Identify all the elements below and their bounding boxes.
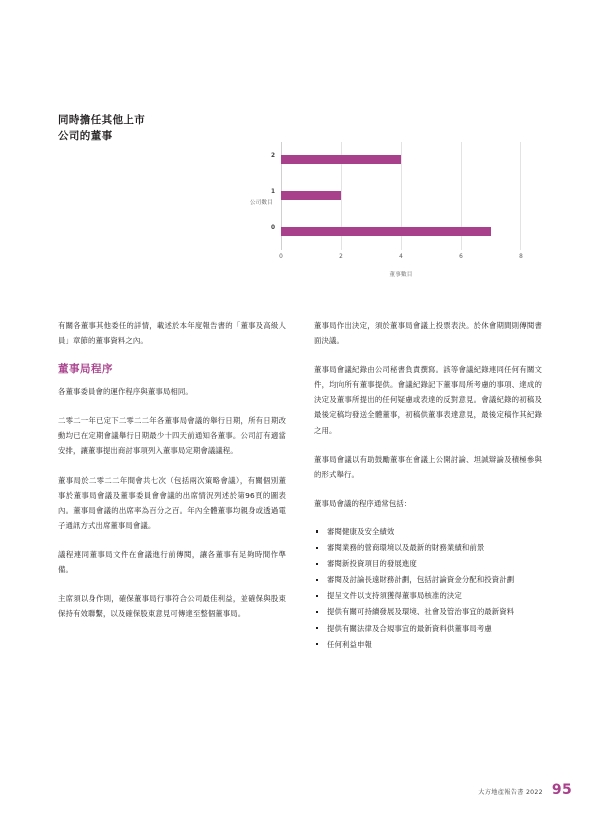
paragraph: 二零二一年已定下二零二二年各董事局會議的舉行日期，所有日期改動均已在定期會議舉行日期最少十四天前通知各董事。公司訂有適當安排，讓董事提出商討事項列入董事局定期會議議程。 xyxy=(58,416,286,456)
chart-x-tick: 0 xyxy=(279,254,283,260)
chart-x-tick: 2 xyxy=(339,254,343,260)
list-item: 任何利益申報 xyxy=(314,637,542,652)
chart-y-tick: 2 xyxy=(270,153,275,159)
chart-bar-row xyxy=(270,214,521,250)
chart-bar xyxy=(281,155,401,164)
chart-y-axis-label: 公司數目 xyxy=(249,200,273,206)
chart-x-tick: 4 xyxy=(399,254,403,260)
body-column-left xyxy=(58,318,286,635)
paragraph: 主席須以身作則，確保董事局行事符合公司最佳利益，並確保與股東保持有效聯繫，以及確保股東意見可傳達至整個董事局。 xyxy=(58,594,286,619)
page-title-line2: 公司的董事 xyxy=(58,130,113,142)
list-item: 審閱健康及安全績效 xyxy=(314,524,542,539)
paragraph: 有關各董事其他委任的詳情，載述於本年度報告書的「董事及高級人員」章節的董事資料之內。 xyxy=(58,321,286,346)
list-item: 審閱業務的營商環境以及最新的財務業績和前景 xyxy=(314,540,542,555)
chart-bar-row xyxy=(270,178,521,214)
chart-section xyxy=(58,112,544,302)
paragraph: 董事局會議的程序通常包括： xyxy=(314,498,412,508)
chart-y-tick: 0 xyxy=(270,225,275,231)
directorships-bar-chart xyxy=(213,142,544,302)
list-item: 提供有關可持續發展及環境、社會及管治事宜的最新資料 xyxy=(314,604,542,619)
chart-x-axis-label: 董事數目 xyxy=(389,272,413,278)
board-meeting-procedure-list xyxy=(314,524,542,652)
footer-report-title: 大方地產報告書 2022 xyxy=(478,789,543,796)
page-title xyxy=(58,112,228,144)
chart-bar xyxy=(281,227,491,236)
list-item: 審閱新投資項目的發展進度 xyxy=(314,556,542,571)
chart-plot-area xyxy=(270,142,523,260)
page-footer xyxy=(478,782,572,798)
chart-y-tick: 1 xyxy=(270,189,275,195)
chart-x-tick: 6 xyxy=(459,254,463,260)
list-item: 審閱及討論長遠財務計劃，包括討論資金分配和投資計劃 xyxy=(314,572,542,587)
paragraph: 各董事委員會的運作程序與董事局相同。 xyxy=(58,387,193,397)
chart-x-tick: 8 xyxy=(519,254,523,260)
paragraph: 董事局會議紀錄由公司秘書負責撰寫。該等會議紀錄連同任何有關文件，均向所有董事提供。會議紀錄記下董事局所考慮的事項、達成的決定及董事所提出的任何疑慮或表達的反對意見。會議紀錄的初稿及最後定稿均發送全體董事，初稿供董事表達意見，最後定稿作其紀錄之用。 xyxy=(314,365,542,435)
page-title-line1: 同時擔任其他上市 xyxy=(58,114,146,126)
list-item: 提供有關法律及合規事宜的最新資料供董事局考慮 xyxy=(314,621,542,636)
section-heading-board-procedures: 董事局程序 xyxy=(58,363,113,376)
paragraph: 董事局於二零二二年間會共七次（包括兩次策略會議），有關個別董事於董事局會議及董事委員會會議的出席情況列述於第96頁的圖表內。董事局會議的出席率為百分之百。年內全體董事均親身或透過電子通訊方式出席董事局會議。 xyxy=(58,475,286,530)
paragraph: 董事局會議以有助鼓勵董事在會議上公開討論、坦誠辯論及積極參與的形式舉行。 xyxy=(314,454,542,479)
chart-bar xyxy=(281,191,341,200)
list-item: 提呈文件以支持須獲得董事局核准的決定 xyxy=(314,588,542,603)
paragraph: 董事局作出決定，須於董事局會議上投票表決。於休會期間則傳閱書面決議。 xyxy=(314,321,542,346)
paragraph: 議程連同董事局文件在會議進行前傳閱，讓各董事有足夠時間作準備。 xyxy=(58,549,286,575)
footer-page-number: 95 xyxy=(551,782,572,798)
chart-bar-row xyxy=(270,142,521,178)
body-column-right xyxy=(314,318,542,653)
